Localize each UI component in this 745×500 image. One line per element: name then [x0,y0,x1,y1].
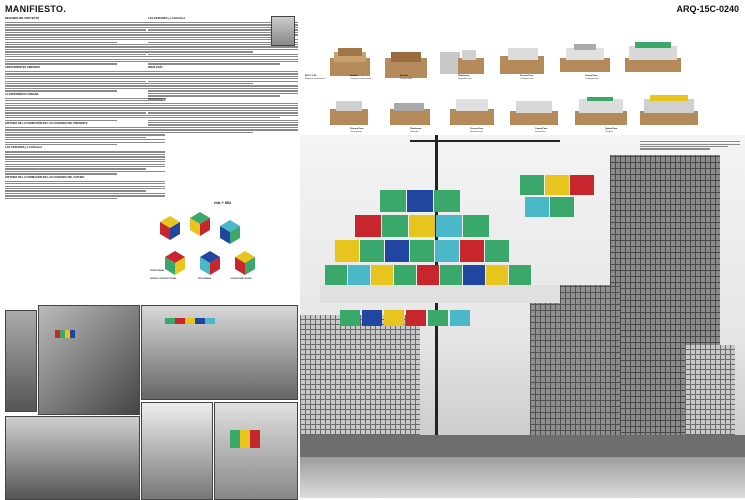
model-caption-5: Tercera Fase Configuración [520,75,534,80]
diagram-label-modelo: MODELO ESTRUCTURAL [150,278,177,280]
diagram-label-territorial: TERRITORIAL [150,270,165,272]
diagram-block-6 [235,251,255,275]
model-r2-5 [575,97,627,125]
heading-experiencia: LA EXPERIENCIA URBANA [5,92,39,96]
model-caption-6: Cuarta Fase Configuración [585,75,599,80]
model-3 [440,50,484,74]
photo-corridor [141,402,213,500]
model-r2-caption-5: Cuarta Fase Saturación [535,128,548,133]
photo-stairs [38,305,140,415]
model-caption-3: Estudio Primera fase [400,75,413,80]
portrait-photo [271,16,295,46]
main-render [300,135,745,498]
diagram-block-2 [190,212,210,236]
heading-resumen: RESUMEN DEL PROYECTO [5,17,40,20]
model-caption-4: Plataforma Segunda fase [458,75,472,80]
heading-historia-presente: HISTORIA DE LA FORMACIÓN DE LAS CIUDADES DEL PRESENTE [5,121,88,125]
model-5 [560,44,610,72]
model-r2-3 [450,99,494,125]
model-r2-1 [330,101,368,125]
right-caption [640,140,740,180]
modular-stack [320,165,620,365]
diagram-block-3 [220,220,240,244]
wall [300,435,745,457]
stack-level-2 [335,240,509,262]
heading-escala-2: LAS CIUDADES y LA ESCALA [148,17,186,20]
model-r2-caption-4: Tercera Fase Densificación [470,128,484,133]
model-r2-2 [390,103,430,125]
model-1 [330,48,370,76]
heading-historia-futuro: HISTORIA DE LA FORMACIÓN DE LAS CIUDADES DEL FUTURO [5,175,85,179]
heading-desarrollo: DESARROLLO [148,97,167,101]
diagram-svg [150,206,280,296]
photo-building-bottom [5,416,140,500]
model-caption-2: Modelo Conjunto habitacional [350,75,372,80]
diagram-block-1 [160,216,180,240]
diagram-label: rhb + IB2 [214,200,232,205]
photo-facade [214,402,298,500]
left-text-column [5,16,165,206]
stack-lower [340,310,470,326]
stack-level-4 [380,190,460,212]
models-row-1 [300,40,740,100]
model-6 [625,42,681,72]
model-caption-1: BOLO 1:50 Maqueta volumétrica [305,75,326,80]
model-r2-4 [510,101,558,125]
stack-level-1 [320,265,560,303]
color-strip-3 [230,430,260,448]
diagram-block-4 [165,251,185,275]
heading-antecedentes: ANTECEDENTES URBANOS [5,65,41,69]
street [300,455,745,498]
project-code: ARQ-15C-0240 [676,4,739,14]
stack-upper-right [520,175,594,217]
photo-tower-small [5,310,37,412]
diagram-label-config: CONFIGURACIONES [230,278,252,280]
heading-ideologia: IDEOLOGÍA [148,65,163,69]
color-strip-1 [55,330,75,338]
model-r2-6 [640,95,698,125]
model-4 [500,48,544,74]
heading-escala: LAS CIUDADES y LA ESCALA [5,146,43,150]
model-r2-caption-2: Primera Fase Crecimiento [350,128,364,133]
structural-diagram [150,200,280,290]
diagram-block-5 [200,251,220,275]
stack-level-3 [355,215,489,237]
page-title: MANIFIESTO. [5,4,67,14]
diagram-label-programa: PROGRAMA [198,278,212,280]
model-r2-caption-6: Quinta Fase Colapso [605,128,618,133]
crane-jib [410,140,560,142]
color-strip-2 [165,318,215,324]
model-r2-caption-3: Plataforma Vivienda [410,128,422,133]
models-row-1-svg [300,40,740,100]
